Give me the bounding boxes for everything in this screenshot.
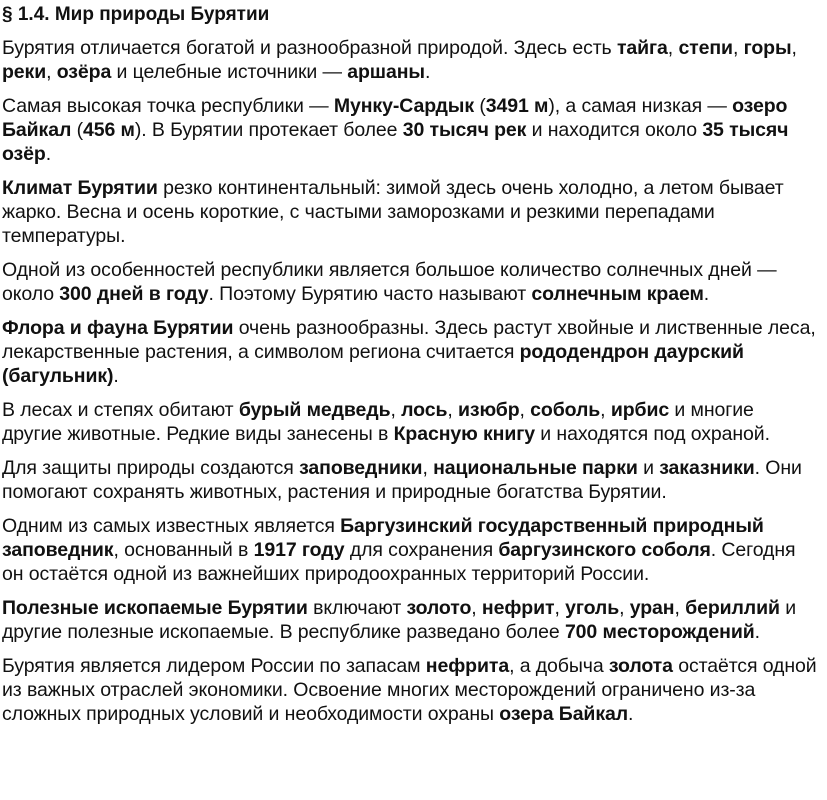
text-run: включают [307, 597, 407, 619]
bold-term: соболь [530, 399, 601, 421]
text-run: ). В Бурятии протекает более [134, 119, 403, 141]
bold-term: Баргузинский государственный природный заповедник [2, 515, 764, 561]
paragraph [2, 176, 819, 248]
text-run: , [471, 597, 482, 619]
text-run: ( [474, 95, 486, 117]
text-run: , а добыча [509, 655, 609, 677]
bold-term: национальные парки [433, 457, 638, 479]
text-run: , [791, 37, 797, 59]
bold-term: бурый медведь [238, 399, 391, 421]
text-run: очень разнообразны. Здесь растут хвойные и лиственные леса, лекарственные растения, а символом региона считается [2, 317, 816, 363]
bold-term: 300 дней в году [59, 283, 209, 305]
bold-term: Флора и фауна Бурятии [2, 317, 234, 339]
paragraph [2, 258, 819, 306]
text-run: . [424, 61, 431, 83]
text-run: В лесах и степях обитают [2, 399, 239, 421]
bold-term: изюбр [457, 399, 520, 421]
text-run: , [554, 597, 566, 619]
bold-term: реки [2, 61, 47, 83]
bold-term: уран [629, 597, 675, 619]
text-run: ( [71, 119, 83, 141]
bold-term: 30 тысяч рек [402, 119, 527, 141]
bold-term: 35 тысяч озёр [2, 119, 789, 165]
text-run: . [628, 703, 634, 725]
paragraph [2, 398, 819, 446]
text-run: , [600, 399, 611, 421]
text-run: Бурятия отличается богатой и разнообразной природой. Здесь есть [2, 37, 617, 59]
text-run: , [447, 399, 458, 421]
text-run: . [754, 621, 760, 643]
bold-term: золота [608, 655, 673, 677]
text-run: . [45, 143, 52, 165]
bold-term: нефрит [481, 597, 555, 619]
bold-term: баргузинского соболя [498, 539, 711, 561]
text-run: остаётся одной из важных отраслей экономики. Освоение многих месторождений ограничено из-за сложных природных условий и необходимости охраны [2, 655, 817, 725]
text-run: , [390, 399, 402, 421]
bold-term: озеро Байкал [2, 95, 788, 141]
paragraph [2, 316, 819, 388]
paragraph [2, 94, 819, 166]
bold-term: заказники [659, 457, 755, 479]
text-run: , [422, 457, 434, 479]
text-run: Одним из самых известных является [2, 515, 341, 537]
bold-term: тайга [616, 37, 668, 59]
text-run: ), а самая низкая — [548, 95, 733, 117]
bold-term: заповедники [299, 457, 423, 479]
bold-term: озера Байкал [499, 703, 629, 725]
bold-term: 3491 м [485, 95, 549, 117]
text-run: . Сегодня он остаётся одной из важнейших природоохранных территорий России. [2, 539, 796, 585]
text-run: и находятся под охраной. [534, 423, 770, 445]
bold-term: озёра [56, 61, 112, 83]
bold-term: ирбис [610, 399, 670, 421]
paragraph [2, 596, 819, 644]
text-run: Для защиты природы создаются [2, 457, 300, 479]
text-run: . [113, 365, 119, 387]
text-run: и находится около [526, 119, 703, 141]
bold-term: 700 месторождений [564, 621, 755, 643]
paragraph [2, 654, 819, 726]
bold-term: степи [678, 37, 733, 59]
bold-term: горы [743, 37, 792, 59]
bold-term: нефрита [425, 655, 510, 677]
text-run: , [519, 399, 531, 421]
text-run: , [619, 597, 630, 619]
text-run: и [637, 457, 660, 479]
paragraph [2, 36, 819, 84]
text-run: , [667, 37, 679, 59]
text-run: . [703, 283, 710, 305]
text-run: Бурятия является лидером России по запасам [2, 655, 426, 677]
text-run: , [46, 61, 57, 83]
paragraph [2, 456, 819, 504]
bold-term: Климат Бурятии [2, 177, 158, 199]
document-body [2, 36, 819, 726]
bold-term: бериллий [685, 597, 780, 619]
text-run: , [674, 597, 686, 619]
bold-term: рододендрон даурский (багульник) [2, 341, 744, 387]
bold-term: лось [401, 399, 448, 421]
bold-term: Красную книгу [393, 423, 535, 445]
text-run: . Поэтому Бурятию часто называют [208, 283, 532, 305]
bold-term: Мунку-Сардык [333, 95, 475, 117]
bold-term: золото [406, 597, 472, 619]
bold-term: 1917 году [253, 539, 345, 561]
text-run: и целебные источники — [111, 61, 348, 83]
bold-term: Полезные ископаемые Бурятии [2, 597, 308, 619]
text-run: , [732, 37, 744, 59]
text-run: и другие полезные ископаемые. В республике разведано более [2, 597, 796, 643]
text-run: , основанный в [113, 539, 254, 561]
text-run: для сохранения [344, 539, 499, 561]
bold-term: солнечным краем [531, 283, 704, 305]
text-run: резко континентальный: зимой здесь очень холодно, а летом бывает жарко. Весна и осень короткие, с частыми заморозками и резкими перепадами температуры. [2, 177, 784, 247]
bold-term: аршаны [347, 61, 425, 83]
bold-term: уголь [565, 597, 620, 619]
text-run: и многие другие животные. Редкие виды занесены в [2, 399, 754, 445]
paragraph [2, 514, 819, 586]
text-run: . Они помогают сохранять животных, растения и природные богатства Бурятии. [2, 457, 802, 503]
bold-term: 456 м [82, 119, 135, 141]
section-heading: § 1.4. Мир природы Бурятии [2, 4, 270, 25]
text-run: Самая высокая точка республики — [2, 95, 334, 117]
text-run: Одной из особенностей республики является большое количество солнечных дней — около [2, 259, 777, 305]
